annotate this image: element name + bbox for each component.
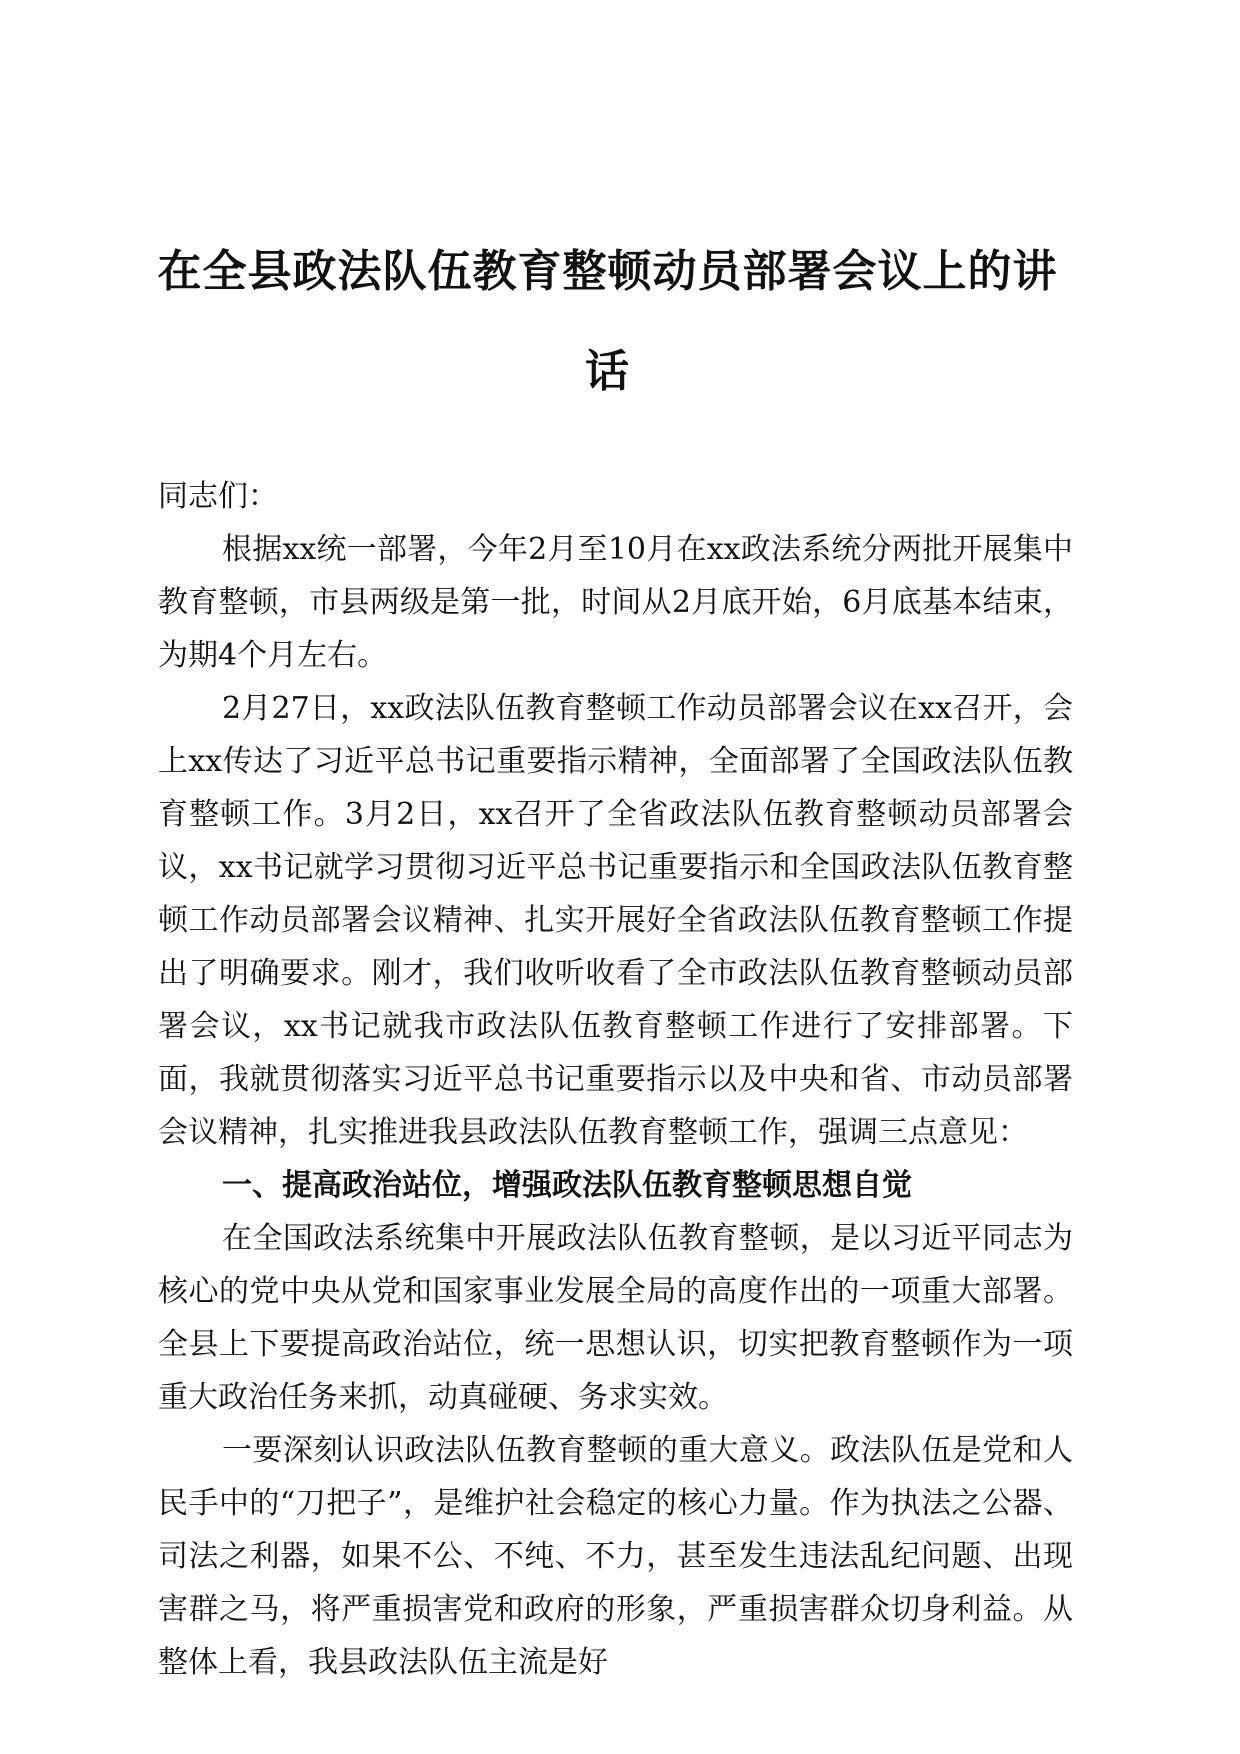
salutation: 同志们：	[158, 479, 278, 514]
document-body	[158, 470, 1073, 1689]
paragraph-1: 根据xx统一部署，今年2月至10月在xx政法系统分两批开展集中教育整顿，市县两级是第一批，时间从2月底开始，6月底基本结束，为期4个月左右。	[158, 532, 1073, 673]
paragraph-2: 2月27日，xx政法队伍教育整顿工作动员部署会议在xx召开，会上xx传达了习近平总书记重要指示精神，全面部署了全国政法队伍教育整顿工作。3月2日，xx召开了全省政法队伍教育整顿动员部署会议，xx书记就学习贯彻习近平总书记重要指示和全国政法队伍教育整顿工作动员部署会议精神、扎实开展好全省政法队伍教育整顿工作提出了明确要求。刚才，我们收听收看了全市政法队伍教育整顿动员部署会议，xx书记就我市政法队伍教育整顿工作进行了安排部署。下面，我就贯彻落实习近平总书记重要指示以及中央和省、市动员部署会议精神，扎实推进我县政法队伍教育整顿工作，强调三点意见：	[158, 691, 1073, 1150]
section-paragraph-2: 一要深刻认识政法队伍教育整顿的重大意义。政法队伍是党和人民手中的“刀把子”，是维护社会稳定的核心力量。作为执法之公器、司法之利器，如果不公、不纯、不力，甚至发生违法乱纪问题、出现害群之马，将严重损害党和政府的形象，严重损害群众切身利益。从整体上看，我县政法队伍主流是好	[158, 1433, 1073, 1680]
document-title: 在全县政法队伍教育整顿动员部署会议上的讲话	[157, 246, 1058, 397]
section-heading: 一、提高政治站位，增强政法队伍教育整顿思想自觉	[222, 1168, 912, 1203]
section-paragraph-1: 在全国政法系统集中开展政法队伍教育整顿，是以习近平同志为核心的党中央从党和国家事业发展全局的高度作出的一项重大部署。全县上下要提高政治站位，统一思想认识，切实把教育整顿作为一项重大政治任务来抓，动真碰硬、务求实效。	[158, 1221, 1073, 1415]
